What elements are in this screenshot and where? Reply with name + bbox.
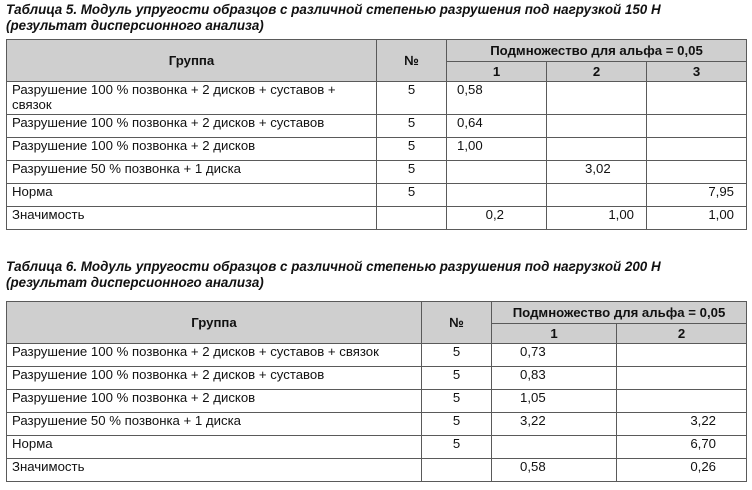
value-cell [647, 161, 747, 184]
group-cell: Разрушение 100 % позвонка + 2 дисков + суставов + связок [7, 344, 422, 367]
table6-header-num: № [422, 302, 492, 344]
table6-header-group: Группа [7, 302, 422, 344]
value-cell [492, 436, 617, 459]
table-row [7, 390, 747, 413]
value-cell [617, 390, 747, 413]
table-row [7, 161, 747, 184]
n-cell: 5 [422, 413, 492, 436]
group-cell: Норма [7, 184, 377, 207]
value-cell: 0,58 [447, 82, 547, 115]
value-cell [647, 138, 747, 161]
table5-caption-line2: (результат дисперсионного анализа) [6, 18, 264, 33]
n-cell: 5 [377, 138, 447, 161]
value-cell: 0,26 [617, 459, 747, 482]
group-cell: Разрушение 50 % позвонка + 1 диска [7, 413, 422, 436]
table-row [7, 115, 747, 138]
table-row [7, 184, 747, 207]
group-cell: Разрушение 100 % позвонка + 2 дисков [7, 138, 377, 161]
table-row [7, 82, 747, 115]
table6-caption-line1: Таблица 6. Модуль упругости образцов с различной степенью разрушения под нагрузкой 200 Н [6, 259, 661, 274]
table6-header-subset: Подмножество для альфа = 0,05 [492, 302, 747, 324]
n-cell: 5 [422, 436, 492, 459]
table6-subset-col: 2 [617, 324, 747, 344]
value-cell: 1,00 [547, 207, 647, 230]
value-cell: 1,05 [492, 390, 617, 413]
value-cell: 3,22 [492, 413, 617, 436]
value-cell: 6,70 [617, 436, 747, 459]
n-cell: 5 [377, 82, 447, 115]
value-cell [547, 82, 647, 115]
table-row [7, 459, 747, 482]
table5-caption [6, 2, 746, 34]
group-cell: Разрушение 100 % позвонка + 2 дисков + суставов + связок [7, 82, 377, 115]
table5-subset-col: 1 [447, 62, 547, 82]
value-cell: 1,00 [447, 138, 547, 161]
n-cell: 5 [422, 390, 492, 413]
group-cell: Значимость [7, 459, 422, 482]
group-cell: Разрушение 100 % позвонка + 2 дисков + суставов [7, 367, 422, 390]
value-cell [547, 115, 647, 138]
n-cell: 5 [377, 115, 447, 138]
value-cell [447, 161, 547, 184]
n-cell: 5 [422, 367, 492, 390]
value-cell: 0,2 [447, 207, 547, 230]
table5-header-subset: Подмножество для альфа = 0,05 [447, 40, 747, 62]
group-cell: Разрушение 50 % позвонка + 1 диска [7, 161, 377, 184]
value-cell [617, 367, 747, 390]
table-row [7, 367, 747, 390]
table6-caption [6, 259, 746, 291]
value-cell: 7,95 [647, 184, 747, 207]
group-cell: Норма [7, 436, 422, 459]
table5-header-group: Группа [7, 40, 377, 82]
table-row [7, 344, 747, 367]
table-row [7, 436, 747, 459]
value-cell: 0,64 [447, 115, 547, 138]
group-cell: Разрушение 100 % позвонка + 2 дисков + суставов [7, 115, 377, 138]
table6 [6, 301, 747, 482]
group-cell: Разрушение 100 % позвонка + 2 дисков [7, 390, 422, 413]
value-cell [547, 138, 647, 161]
table-row [7, 138, 747, 161]
n-cell: 5 [377, 184, 447, 207]
value-cell: 3,02 [547, 161, 647, 184]
table5-subset-col: 3 [647, 62, 747, 82]
n-cell: 5 [422, 344, 492, 367]
value-cell [447, 184, 547, 207]
table-row [7, 413, 747, 436]
value-cell: 0,83 [492, 367, 617, 390]
table-row [7, 207, 747, 230]
table6-subset-col: 1 [492, 324, 617, 344]
value-cell [647, 82, 747, 115]
table5 [6, 39, 747, 230]
value-cell: 1,00 [647, 207, 747, 230]
group-cell: Значимость [7, 207, 377, 230]
value-cell: 3,22 [617, 413, 747, 436]
n-cell: 5 [377, 161, 447, 184]
value-cell [617, 344, 747, 367]
value-cell [647, 115, 747, 138]
n-cell [377, 207, 447, 230]
value-cell [547, 184, 647, 207]
value-cell: 0,73 [492, 344, 617, 367]
table6-caption-line2: (результат дисперсионного анализа) [6, 275, 264, 290]
table5-subset-col: 2 [547, 62, 647, 82]
value-cell: 0,58 [492, 459, 617, 482]
n-cell [422, 459, 492, 482]
table5-caption-line1: Таблица 5. Модуль упругости образцов с различной степенью разрушения под нагрузкой 150 Н [6, 2, 661, 17]
table5-header-num: № [377, 40, 447, 82]
